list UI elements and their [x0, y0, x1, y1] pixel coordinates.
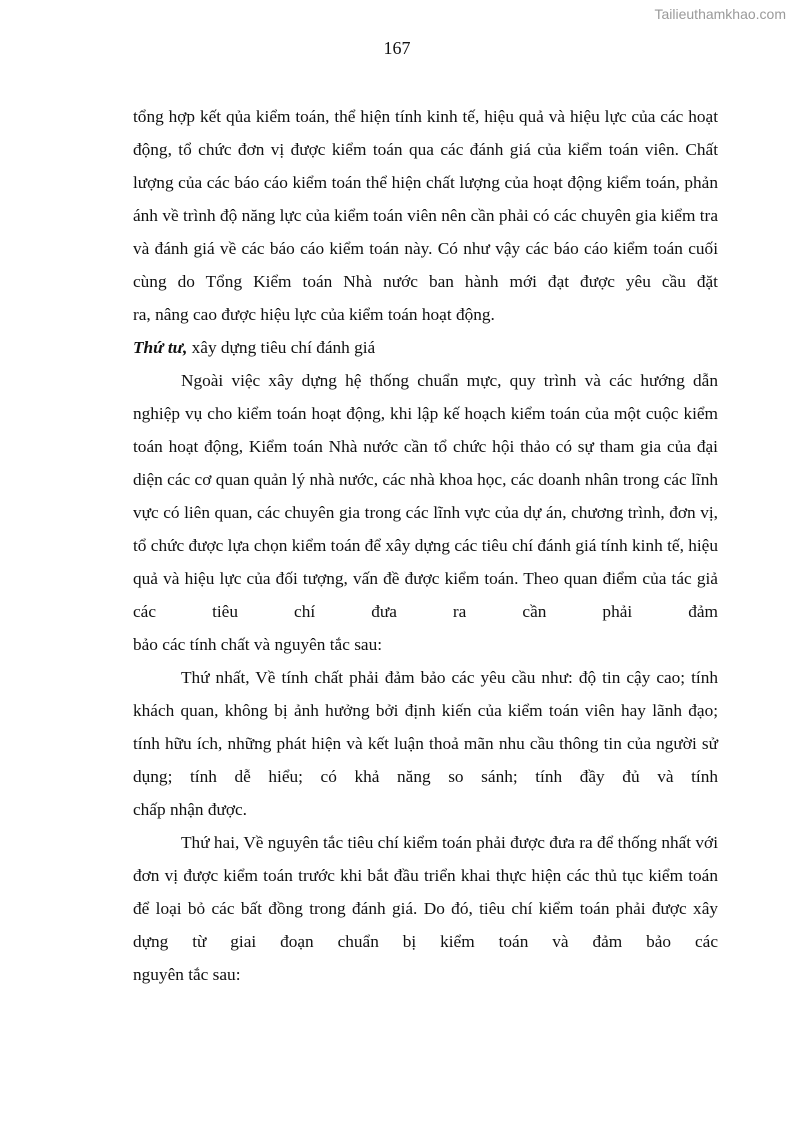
text-line: các tiêu chí đánh giá tính kinh tế, hiệu quả và hiệu lực của đối tượng, vấn đề: [133, 536, 718, 588]
text-line: Ngoài việc xây dựng hệ thống chuẩn mực, quy trình và các hướng dẫn: [181, 371, 718, 390]
text-line: gia của đại diện các cơ quan quản lý nhà nước, các nhà khoa học, các doanh: [133, 437, 718, 489]
section-lead: Thứ tư,: [133, 338, 188, 357]
text-line: chấp nhận được.: [133, 800, 247, 819]
text-line: Thứ hai, Về nguyên tắc tiêu chí kiểm toán phải được đưa ra để thống: [181, 833, 658, 852]
paragraph-continuation: [133, 100, 718, 331]
text-line: ra, nâng cao được hiệu lực của kiểm toán hoạt động.: [133, 305, 495, 324]
text-line: tục kiểm toán để loại bỏ các bất đồng trong đánh giá. Do đó, tiêu chí kiểm: [133, 866, 718, 918]
paragraph: [133, 661, 718, 826]
text-line: kiểm tra và đánh giá về các báo cáo kiểm toán này. Có như vậy các báo cáo kiểm: [133, 206, 718, 258]
text-line: nguyên tắc sau:: [133, 965, 241, 984]
text-line: tổng hợp kết qủa kiểm toán, thể hiện tính kinh tế, hiệu quả và hiệu lực của các hoạt: [133, 107, 718, 126]
text-line: toán phải được xây dựng từ giai đoạn chuẩn bị kiểm toán và đảm bảo các: [133, 899, 718, 951]
text-line: nghiệp vụ cho kiểm toán hoạt động, khi lập kế hoạch kiểm toán của một cuộc: [133, 404, 679, 423]
section-heading: [133, 331, 718, 364]
text-line: lượng của các báo cáo kiểm toán thể hiện chất lượng của hoạt động kiểm toán,: [133, 173, 680, 192]
body-text: [133, 100, 718, 991]
text-line: nhất với đơn vị được kiểm toán trước khi bắt đầu triển khai thực hiện các thủ: [133, 833, 718, 885]
text-line: phản ánh về trình độ năng lực của kiểm toán viên nên cần phải có các chuyên gia: [133, 173, 718, 225]
text-line: tin của người sử dụng; tính dễ hiểu; có khả năng so sánh; tính đầy đủ và tính: [133, 734, 718, 786]
text-line: toán cuối cùng do Tổng Kiểm toán Nhà nước ban hành mới đạt được yêu cầu đặt: [133, 239, 718, 291]
text-line: bảo các tính chất và nguyên tắc sau:: [133, 635, 383, 654]
text-line: động, tổ chức đơn vị được kiểm toán qua các đánh giá của kiểm toán viên. Chất: [133, 140, 718, 159]
paragraph: [133, 364, 718, 661]
text-line: tính khách quan, không bị ảnh hưởng bởi định kiến của kiểm toán viên hay: [133, 668, 718, 720]
text-line: nhân trong các lĩnh vực có liên quan, các chuyên gia trong các lĩnh vực của: [133, 470, 718, 522]
section-heading-text: xây dựng tiêu chí đánh giá: [187, 338, 376, 357]
text-line: lãnh đạo; tính hữu ích, những phát hiện và kết luận thoả mãn nhu cầu thông: [133, 701, 719, 753]
watermark: Tailieuthamkhao.com: [654, 6, 786, 22]
paragraph: [133, 826, 718, 991]
text-line: Thứ nhất, Về tính chất phải đảm bảo các yêu cầu như: độ tin cậy cao;: [181, 668, 686, 687]
text-line: được kiểm toán. Theo quan điểm của tác giả các tiêu chí đưa ra cần phải đảm: [133, 569, 718, 621]
text-line: kiểm toán hoạt động, Kiểm toán Nhà nước cần tổ chức hội thảo có sự tham: [133, 404, 718, 456]
text-line: dự án, chương trình, đơn vị, tổ chức được lựa chọn kiểm toán để xây dựng: [133, 503, 718, 555]
page-number: 167: [383, 38, 411, 58]
section-heading-line: [133, 331, 718, 364]
